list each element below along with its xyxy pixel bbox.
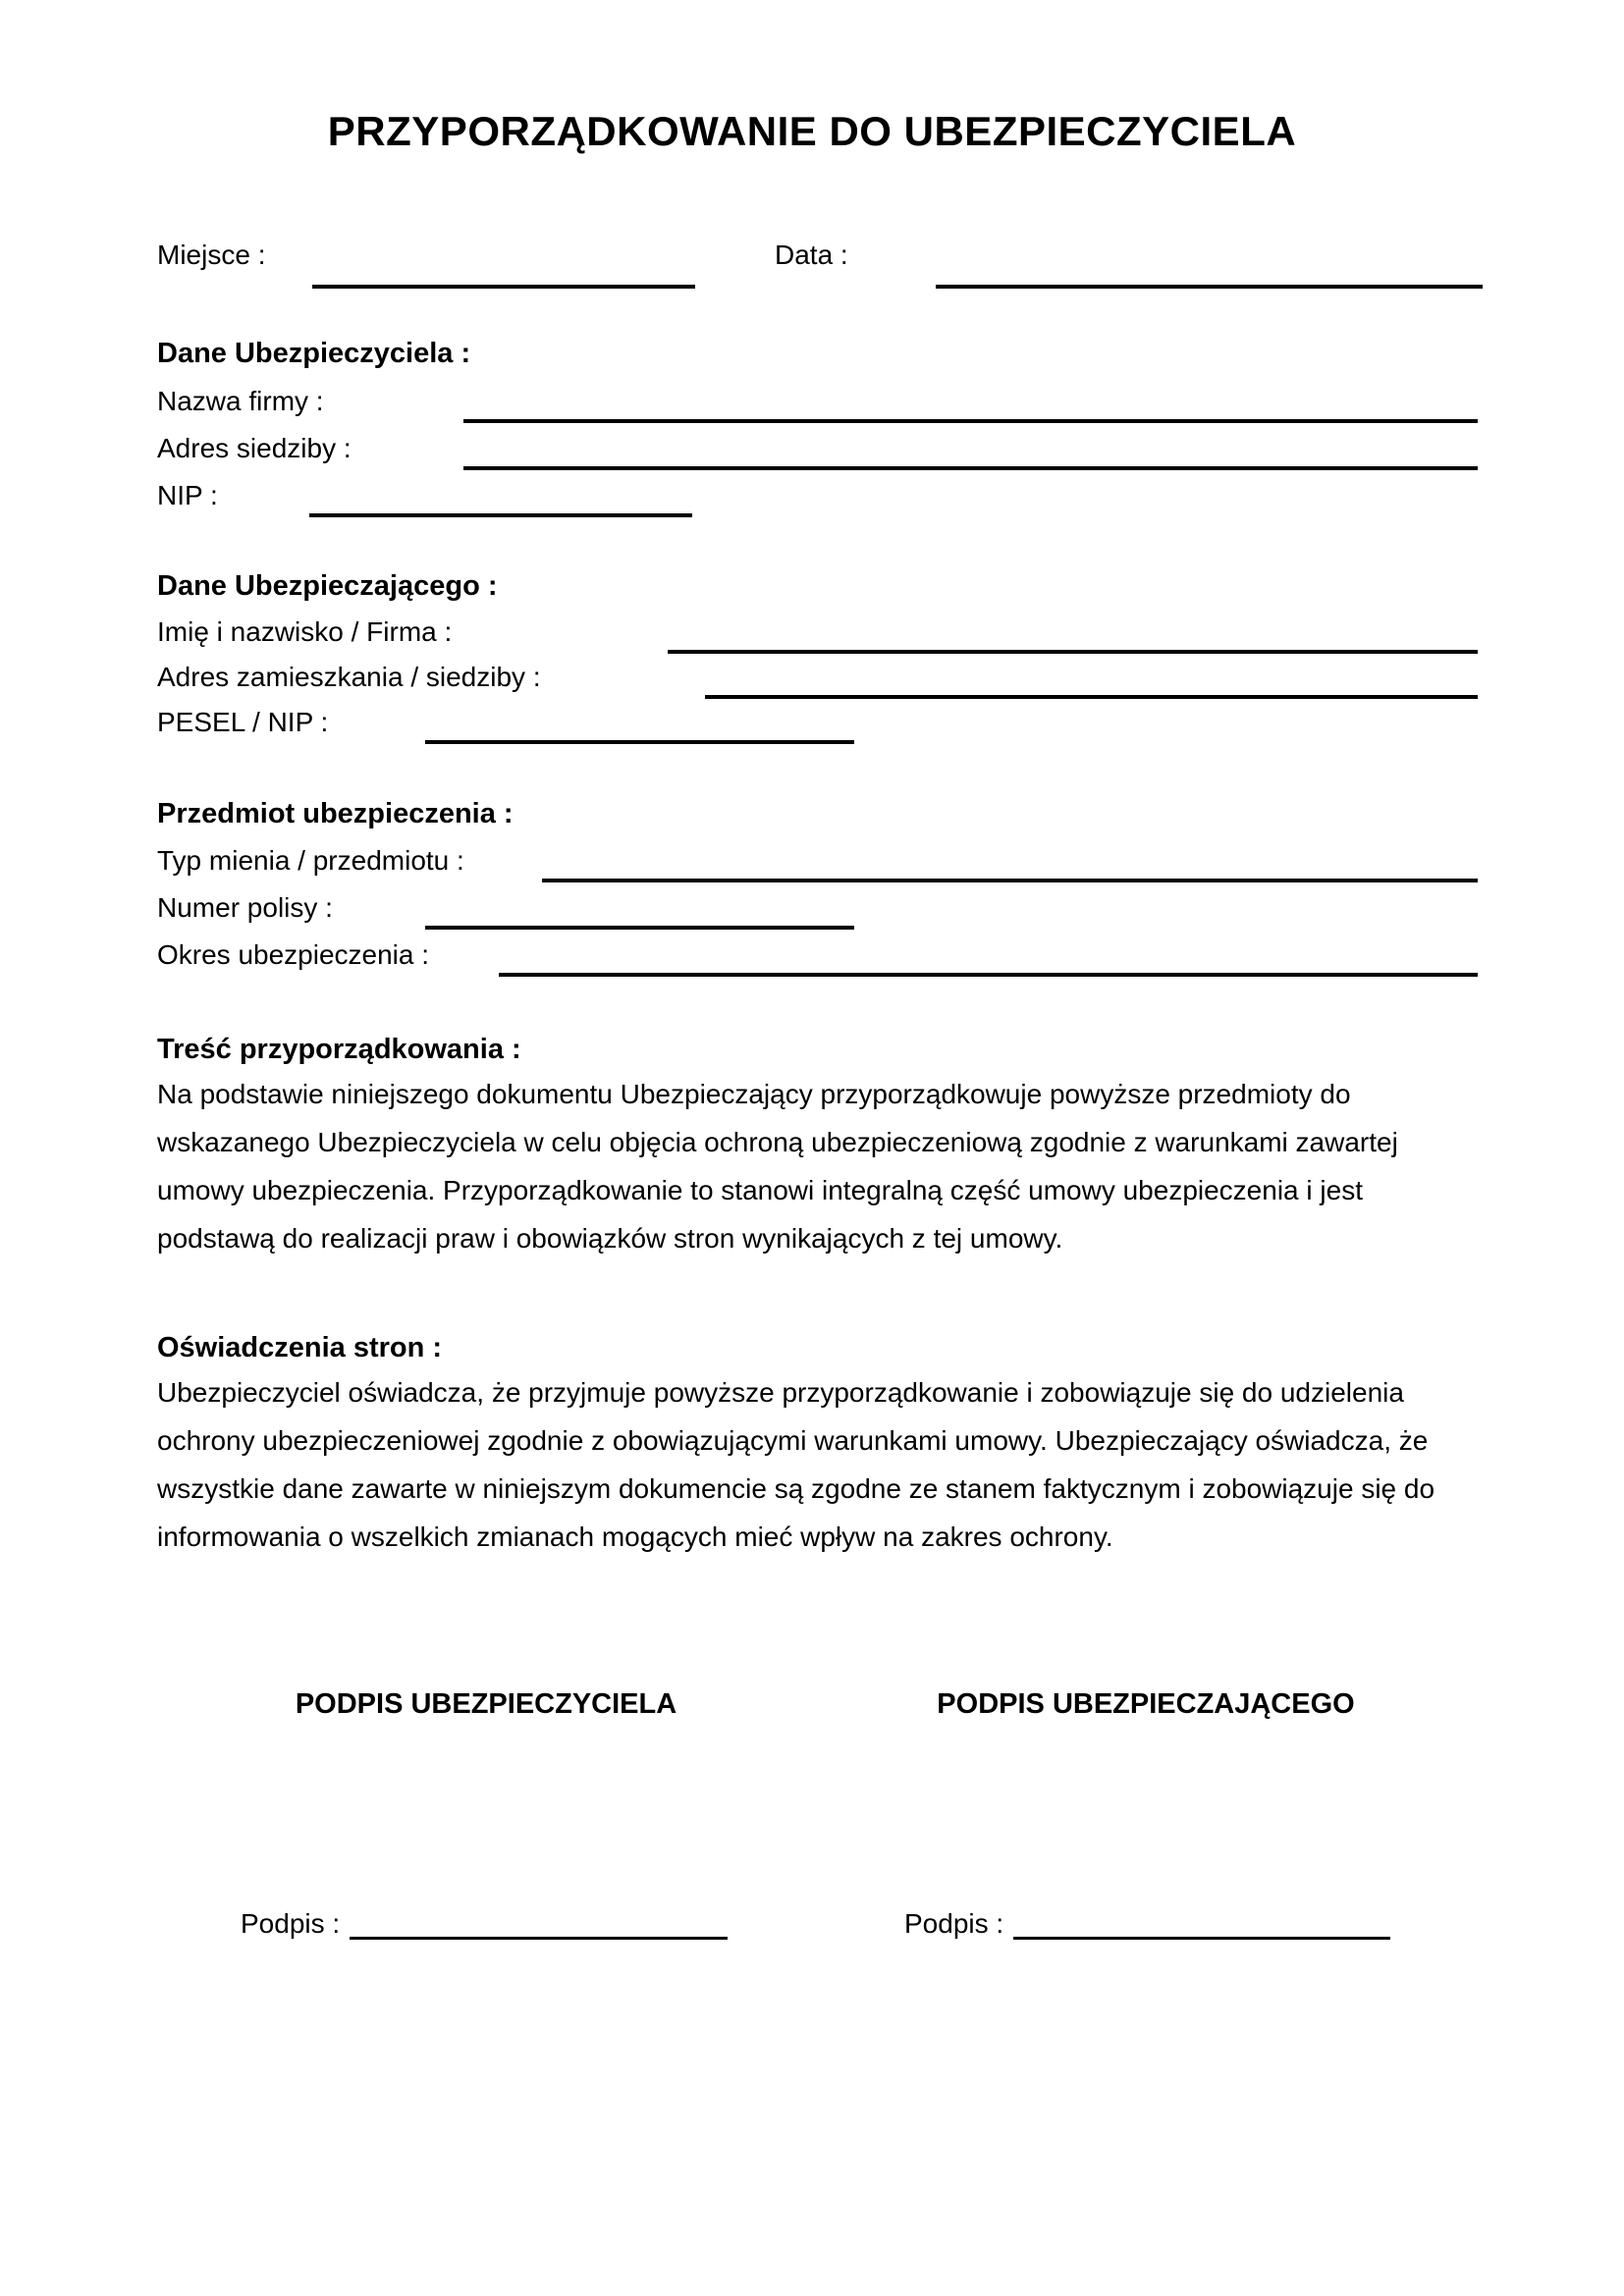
section-heading-przedmiot-ubezpieczenia: Przedmiot ubezpieczenia :	[157, 798, 514, 829]
field-line-numer-polisy[interactable]	[425, 926, 854, 930]
paragraph-tresc-przyporzadkowania: Na podstawie niniejszego dokumentu Ubezpieczający przyporządkowuje powyższe przedmioty do wskazanego Ubezpieczyciela w celu objęcia ochroną ubezpieczeniową zgodnie z warunkami zawartej umowy ubezpieczenia. Przyporządkowanie to stanowi integralną część umowy ubezpieczenia i jest podstawą do realizacji praw i obowiązków stron wynikających z tej umowy.	[157, 1079, 1398, 1254]
field-label-typ-mienia: Typ mienia / przedmiotu :	[157, 845, 464, 876]
signature-line-policyholder[interactable]	[1013, 1907, 1390, 1940]
field-label-nip: NIP :	[157, 480, 218, 510]
section-heading-tresc-przyporzadkowania: Treść przyporządkowania :	[157, 1034, 521, 1065]
signature-line-insurer[interactable]	[350, 1907, 728, 1940]
field-line-data[interactable]	[936, 285, 1483, 289]
field-label-nazwa-firmy: Nazwa firmy :	[157, 386, 324, 416]
signature-heading-policyholder: PODPIS UBEZPIECZAJĄCEGO	[937, 1688, 1355, 1720]
signature-heading-insurer: PODPIS UBEZPIECZYCIELA	[295, 1688, 677, 1720]
field-line-typ-mienia[interactable]	[542, 879, 1478, 882]
field-line-pesel-nip[interactable]	[425, 740, 854, 744]
section-heading-dane-ubezpieczyciela: Dane Ubezpieczyciela :	[157, 338, 471, 369]
field-label-imie-nazwisko-firma: Imię i nazwisko / Firma :	[157, 616, 453, 647]
signature-row-insurer	[241, 1907, 728, 1940]
page-title: PRZYPORZĄDKOWANIE DO UBEZPIECZYCIELA	[327, 108, 1297, 154]
signature-row-policyholder	[904, 1907, 1390, 1940]
field-line-okres-ubezpieczenia[interactable]	[499, 973, 1478, 977]
field-line-nazwa-firmy[interactable]	[463, 419, 1478, 423]
signature-label-insurer: Podpis :	[241, 1908, 341, 1939]
field-label-adres-siedziby: Adres siedziby :	[157, 433, 352, 463]
field-line-miejsce[interactable]	[312, 285, 695, 289]
section-heading-dane-ubezpieczajacego: Dane Ubezpieczającego :	[157, 570, 498, 602]
paragraph-oswiadczenia-stron: Ubezpieczyciel oświadcza, że przyjmuje powyższe przyporządkowanie i zobowiązuje się do udzielenia ochrony ubezpieczeniowej zgodnie z obowiązującymi warunkami umowy. Ubezpieczający oświadcza, że wszystkie dane zawarte w niniejszym dokumencie są zgodne ze stanem faktycznym i zobowiązuje się do informowania o wszelkich zmianach mogących mieć wpływ na zakres ochrony.	[157, 1377, 1435, 1552]
field-line-adres-zamieszkania[interactable]	[705, 695, 1478, 699]
field-label-adres-zamieszkania: Adres zamieszkania / siedziby :	[157, 662, 541, 692]
signature-label-policyholder: Podpis :	[904, 1908, 1004, 1939]
field-line-adres-siedziby[interactable]	[463, 466, 1478, 470]
section-heading-oswiadczenia-stron: Oświadczenia stron :	[157, 1332, 443, 1363]
field-label-numer-polisy: Numer polisy :	[157, 892, 333, 923]
field-line-imie-nazwisko-firma[interactable]	[668, 650, 1478, 654]
field-label-okres-ubezpieczenia: Okres ubezpieczenia :	[157, 939, 430, 970]
field-label-pesel-nip: PESEL / NIP :	[157, 707, 329, 737]
field-label-miejsce: Miejsce :	[157, 240, 266, 270]
field-label-data: Data :	[775, 240, 848, 270]
field-line-nip[interactable]	[309, 513, 692, 517]
